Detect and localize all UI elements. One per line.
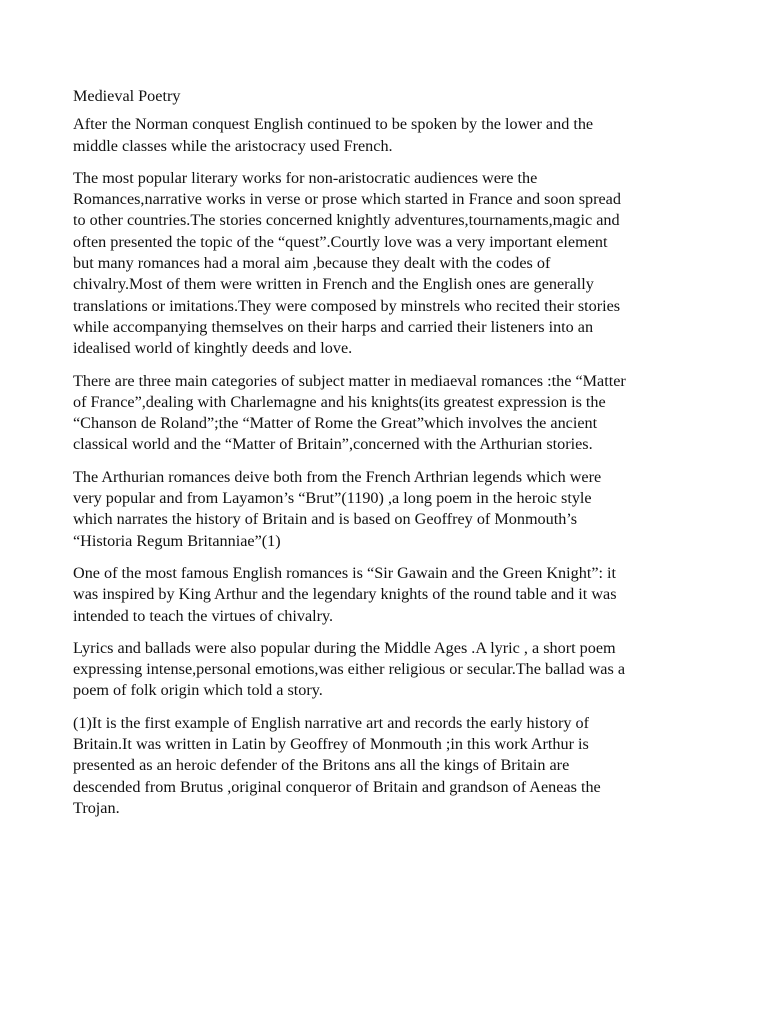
paragraph-romances: The most popular literary works for non-aristocratic audiences were the Romances,narrative works in verse or prose which started in France and soon spread to other countries.The stories concerned knightly adventures,tournaments,magic and often presented the topic of the “quest”.Courtly love was a very important element but many romances had a moral aim ,because they dealt with the codes of chivalry.Most of them were written in French and the English ones are generally translations or imitations.They were composed by minstrels who recited their stories while accompanying themselves on their harps and carried their listeners into an idealised world of kinghtly deeds and love.: [73, 168, 621, 358]
footnote: (1)It is the first example of English narrative art and records the early history of Britain.It was written in Latin by Geoffrey of Monmouth ;in this work Arthur is presented as an heroic defender of the Britons ans all the kings of Britain are descended from Brutus ,original conqueror of Britain and grandson of Aeneas the Trojan.: [73, 713, 601, 817]
paragraph-lyrics-ballads: Lyrics and ballads were also popular during the Middle Ages .A lyric , a short poem expressing intense,personal emotions,was either religious or secular.The ballad was a poem of folk origin which told a story.: [73, 638, 626, 700]
document-title: Medieval Poetry: [73, 87, 181, 105]
document-body: [73, 86, 713, 830]
paragraph-categories: There are three main categories of subject matter in mediaeval romances :the “Matter of France”,dealing with Charlemagne and his knights(its greatest expression is the “Chanson de Roland”;the “Matter of Rome the Great”which involves the ancient classical world and the “Matter of Britain”,concerned with the Arthurian stories.: [73, 371, 626, 454]
paragraph-sir-gawain: One of the most famous English romances is “Sir Gawain and the Green Knight”: it was inspired by King Arthur and the legendary knights of the round table and it was intended to teach the virtues of chivalry.: [73, 563, 617, 625]
paragraph-arthurian: The Arthurian romances deive both from the French Arthrian legends which were very popular and from Layamon’s “Brut”(1190) ,a long poem in the heroic style which narrates the history of Britain and is based on Geoffrey of Monmouth’s “Historia Regum Britanniae”(1): [73, 467, 602, 550]
paragraph-norman-conquest: After the Norman conquest English continued to be spoken by the lower and the middle classes while the aristocracy used French.: [73, 115, 594, 155]
